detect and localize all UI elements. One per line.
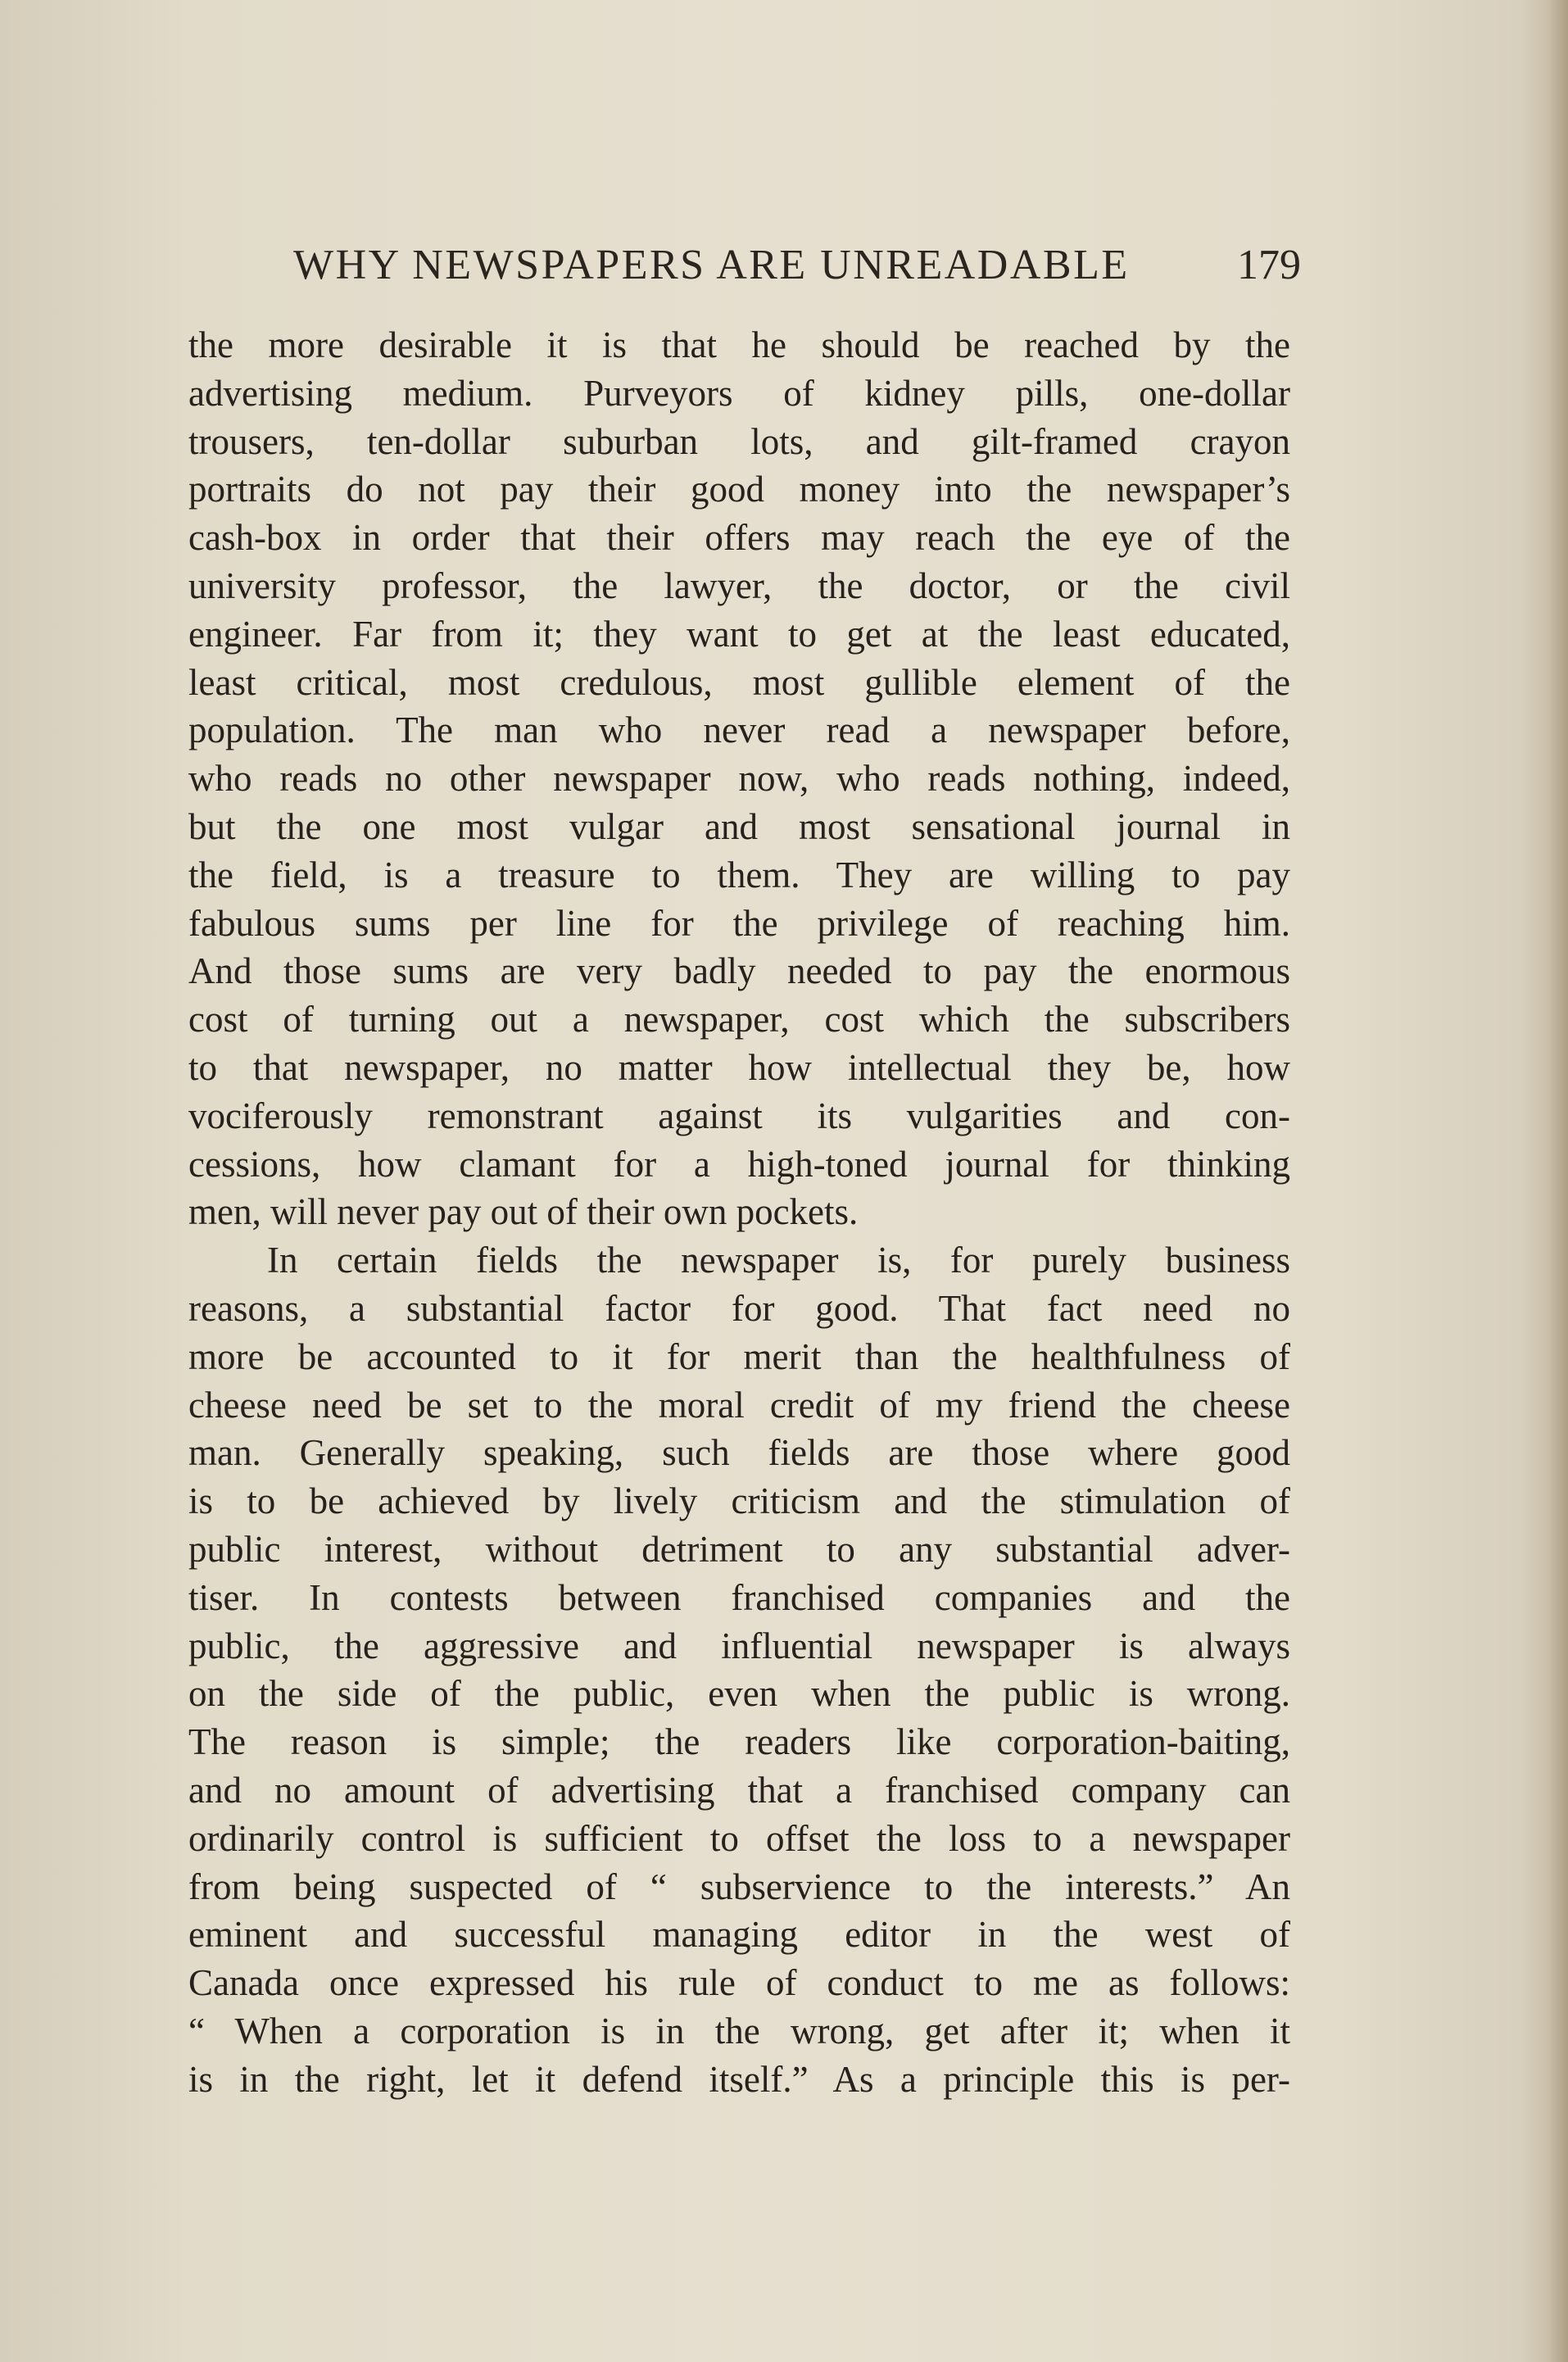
text-line: ordinarily control is sufficient to offset the loss to a newspaper — [188, 1817, 1290, 1859]
text-line: “ When a corporation is in the wrong, get after it; when it — [188, 2010, 1290, 2051]
text-line: the field, is a treasure to them. They are willing to pay — [188, 854, 1290, 895]
text-line: eminent and successful managing editor in the west of — [188, 1914, 1290, 1956]
text-line: the more desirable it is that he should be reached by the — [188, 324, 1290, 365]
text-line: man. Generally speaking, such fields are those where good — [188, 1432, 1290, 1474]
text-line: The reason is simple; the readers like corporation-baiting, — [188, 1721, 1290, 1763]
text-line: is to be achieved by lively criticism and the stimulation of — [188, 1480, 1290, 1522]
text-line: Canada once expressed his rule of conduct to me as follows: — [188, 1962, 1290, 2004]
text-line: And those sums are very badly needed to pay the enormous — [188, 950, 1290, 992]
text-line: who reads no other newspaper now, who reads nothing, indeed, — [188, 758, 1290, 800]
text-line: trousers, ten-dollar suburban lots, and gilt-framed crayon — [188, 420, 1290, 462]
text-line: vociferously remonstrant against its vulgarities and con- — [188, 1095, 1290, 1136]
text-line: public interest, without detriment to any substantial adver- — [188, 1528, 1290, 1570]
text-line: is in the right, let it defend itself.” As a principle this is per- — [188, 2058, 1290, 2100]
text-line: on the side of the public, even when the public is wrong. — [188, 1673, 1290, 1715]
running-head — [285, 239, 1301, 292]
body-text — [188, 321, 1290, 2103]
text-line: portraits do not pay their good money into the newspaper’s — [188, 469, 1290, 510]
text-line: cessions, how clamant for a high-toned journal for thinking — [188, 1143, 1290, 1185]
text-line: fabulous sums per line for the privilege of reaching him. — [188, 902, 1290, 944]
text-line: cash-box in order that their offers may reach the eye of the — [188, 517, 1290, 559]
text-line: reasons, a substantial factor for good. That fact need no — [188, 1287, 1290, 1329]
text-line: least critical, most credulous, most gullible element of the — [188, 661, 1290, 703]
text-line: advertising medium. Purveyors of kidney pills, one-dollar — [188, 372, 1290, 414]
paragraph-end-line: men, will never pay out of their own pockets. — [188, 1191, 859, 1233]
text-line: cheese need be set to the moral credit of my friend the cheese — [188, 1384, 1290, 1426]
text-line: public, the aggressive and influential newspaper is always — [188, 1625, 1290, 1666]
text-line: to that newspaper, no matter how intellectual they be, how — [188, 1046, 1290, 1088]
text-line: university professor, the lawyer, the doctor, or the civil — [188, 564, 1290, 606]
text-line: and no amount of advertising that a franchised company can — [188, 1769, 1290, 1811]
text-line: but the one most vulgar and most sensational journal in — [188, 805, 1290, 847]
text-line: engineer. Far from it; they want to get at the least educated, — [188, 613, 1290, 655]
page-number: 179 — [1237, 242, 1301, 288]
text-line: tiser. In contests between franchised companies and the — [188, 1576, 1290, 1618]
text-line: cost of turning out a newspaper, cost which the subscribers — [188, 999, 1290, 1040]
text-line: more be accounted to it for merit than the healthfulness of — [188, 1335, 1290, 1377]
text-line: from being suspected of “ subservience to the interests.” An — [188, 1866, 1290, 1907]
text-line: population. The man who never read a newspaper before, — [188, 710, 1290, 751]
running-title: WHY NEWSPAPERS ARE UNREADABLE — [293, 242, 1130, 288]
paragraph-first-line: In certain fields the newspaper is, for purely business — [267, 1240, 1290, 1281]
